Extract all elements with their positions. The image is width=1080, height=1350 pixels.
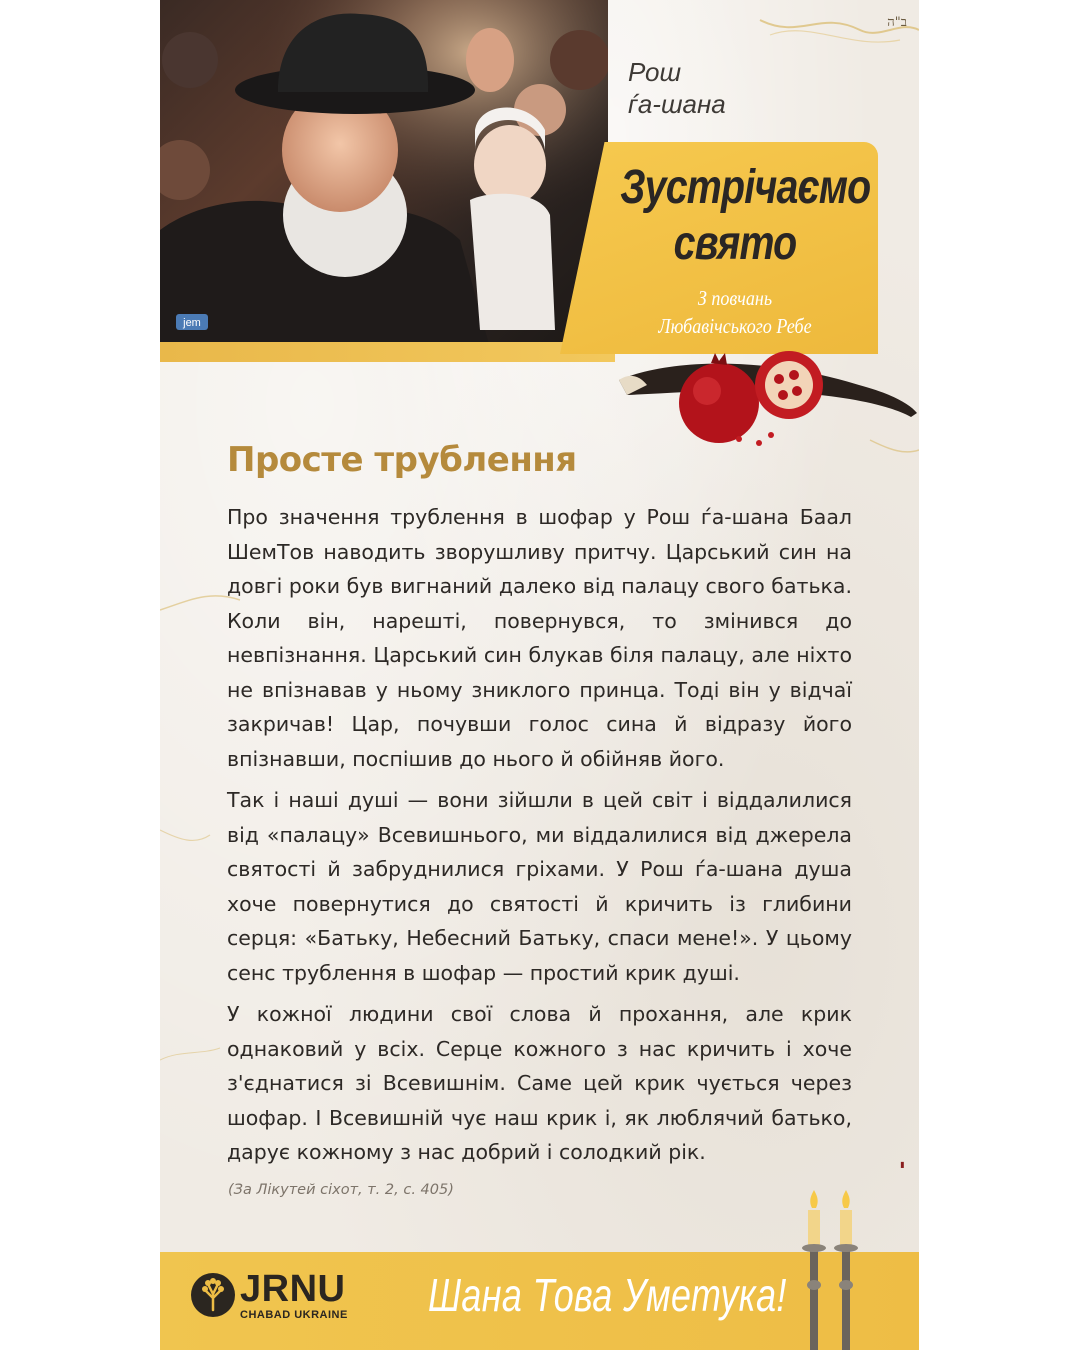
article-paragraph: Про значення трублення в шофар у Рош ѓа-шана Баал ШемТов наводить зворушливу притчу. Царський син на довгі роки був вигнаний далеко від палацу свого батька. Коли він, нарешті, повернувся, то змінився до невпізнання. Царський син блукав біля палацу, але ніхто не впізнавав у ньому зниклого принца. Тоді він у відчаї закричав! Цар, почувши голос сина й відразу його впізнавши, поспішив до нього й обійняв його. — [227, 505, 852, 771]
candlesticks-icon — [790, 1190, 870, 1350]
logo-sub-text: CHABAD UKRAINE — [240, 1309, 348, 1321]
top-mark: ב"ה — [887, 15, 907, 30]
rebbe-photo — [160, 0, 608, 348]
jrnu-tree-logo-icon — [190, 1272, 236, 1318]
headline — [620, 160, 871, 272]
article-title: Просте трублення — [227, 440, 577, 480]
shofar-pomegranate-illustration — [599, 335, 919, 455]
poster — [160, 0, 919, 1350]
subline-line-1: З повчань — [697, 286, 773, 310]
article-source: (За Лікутей сіхот, т. 2, с. 405) — [228, 1182, 454, 1198]
side-mark: ▮ — [898, 1160, 907, 1169]
holiday-line-2: ѓа-шана — [628, 89, 726, 119]
article-paragraph: У кожної людини свої слова й прохання, але крик однаковий у всіх. Серце кожного з нас кричить і хоче з'єднатися зі Всевишнім. Саме цей крик чується через шофар. І Всевишній чує наш крик і, як люблячий батько, дарує кожному з нас добрий і солодкий рік. — [227, 1002, 852, 1164]
article-body — [227, 500, 852, 1177]
photo-watermark: jem — [183, 317, 201, 329]
gold-band — [160, 342, 615, 362]
article-paragraph: Так і наші душі — вони зійшли в цей світ і віддалилися від «палацу» Всевишнього, ми віддалилися від джерела святості й забруднилися гріхами. У Рош ѓа-шана душа хоче повернутися до святості й кричить із глибини серця: «Батьку, Небесний Батьку, спаси мене!». У цьому сенс трублення в шофар — простий крик душі. — [227, 788, 852, 985]
holiday-label — [628, 56, 726, 120]
greeting-text: Шана Това Уметука! — [428, 1269, 787, 1321]
headline-line-2: свято — [673, 217, 797, 270]
holiday-line-1: Рош — [628, 57, 682, 87]
logo-main-text: JRNU — [240, 1268, 346, 1310]
subline — [619, 284, 851, 340]
pomegranate-icon — [679, 363, 759, 443]
headline-line-1: Зустрічаємо — [620, 161, 871, 214]
jrnu-logo — [240, 1270, 348, 1322]
photo-illustration — [160, 0, 608, 348]
subline-line-2: Любавічського Ребе — [658, 314, 812, 338]
